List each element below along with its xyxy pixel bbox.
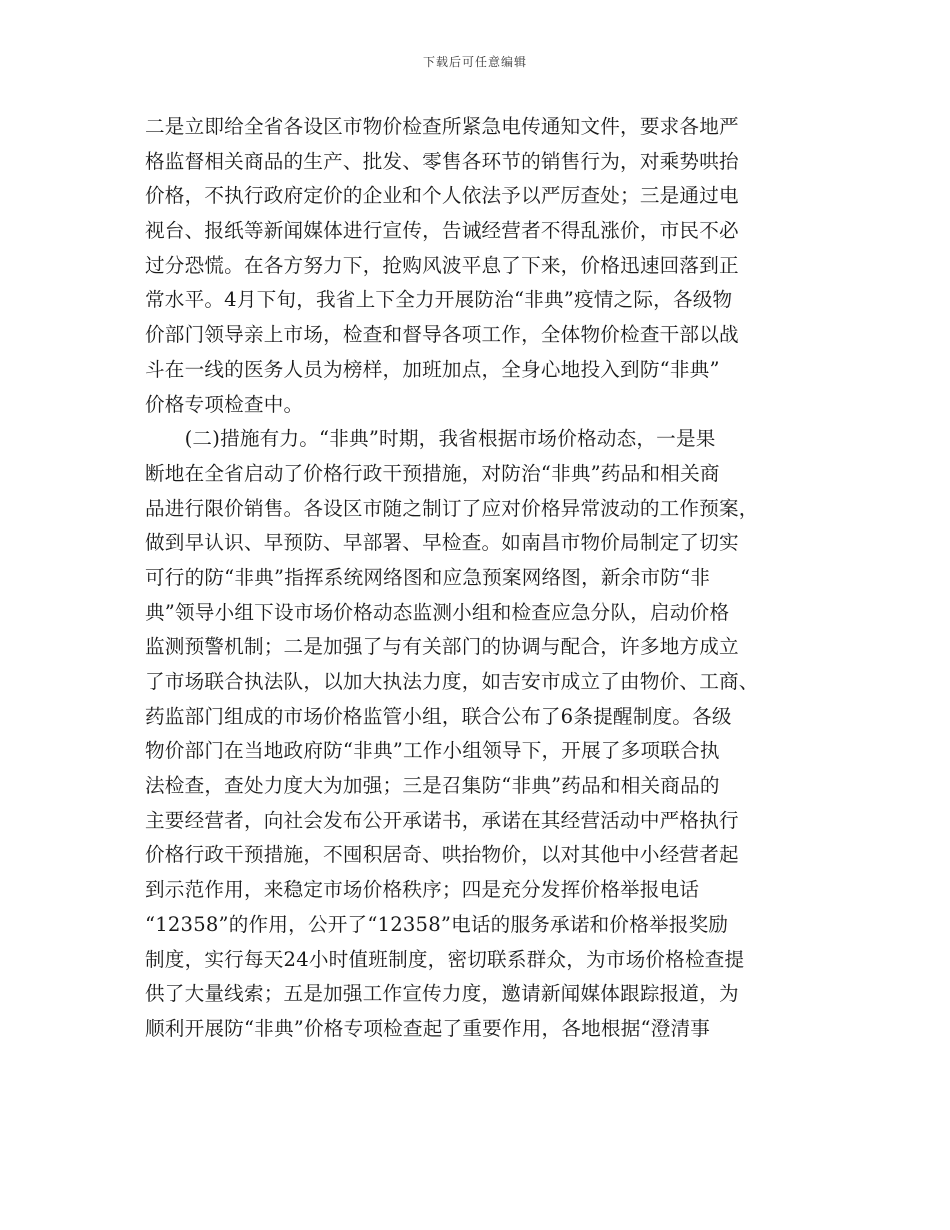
- text-line: 视台、报纸等新闻媒体进行宣传，告诫经营者不得乱涨价，市民不必: [145, 219, 739, 243]
- text-line: 了市场联合执法队，以加大执法力度，如吉安市成立了由物价、工商、: [145, 670, 759, 693]
- text-line: 监测预警机制；二是加强了与有关部门的协调与配合，许多地方成立: [145, 635, 739, 659]
- text-line: 供了大量线索；五是加强工作宣传力度，邀请新闻媒体跟踪报道，为: [145, 982, 739, 1006]
- page-header: 下载后可任意编辑: [422, 55, 527, 69]
- text-line: 品进行限价销售。各设区市随之制订了应对价格异常波动的工作预案，: [145, 496, 759, 520]
- document-body: [145, 110, 810, 1047]
- text-line: 做到早认识、早预防、早部署、早检查。如南昌市物价局制定了切实: [145, 531, 739, 555]
- text-line: 价格，不执行政府定价的企业和个人依法予以严厉查处；三是通过电: [145, 184, 739, 208]
- text-line: 顺利开展防“非典”价格专项检查起了重要作用，各地根据“澄清事: [145, 1016, 711, 1040]
- text-line: 法检查，查处力度大为加强；三是召集防“非典”药品和相关商品的: [145, 774, 720, 798]
- text-line: “12358”的作用，公开了“12358”电话的服务承诺和价格举报奖励: [145, 912, 729, 936]
- text-line: 物价部门在当地政府防“非典”工作小组领导下，开展了多项联合执: [145, 739, 720, 763]
- text-line: 二是立即给全省各设区市物价检查所紧急电传通知文件，要求各地严: [145, 115, 739, 138]
- text-line: 典”领导小组下设市场价格动态监测小组和检查应急分队，启动价格: [145, 600, 730, 624]
- text-line: 价格行政干预措施，不囤积居奇、哄抬物价，以对其他中小经营者起: [145, 843, 739, 867]
- text-line: 主要经营者，向社会发布公开承诺书，承诺在其经营活动中严格执行: [145, 808, 739, 832]
- text-line: 可行的防“非典”指挥系统网络图和应急预案网络图，新余市防“非: [145, 565, 711, 589]
- text-line: 价部门领导亲上市场，检查和督导各项工作，全体物价检查干部以战: [145, 323, 739, 347]
- text-line: 制度，实行每天24小时值班制度，密切联系群众，为市场价格检查提: [145, 947, 745, 971]
- text-line: 过分恐慌。在各方努力下，抢购风波平息了下来，价格迅速回落到正: [145, 253, 739, 277]
- text-line: (二)措施有力。“非典”时期，我省根据市场价格动态，一是果: [145, 427, 716, 451]
- text-line: 格监督相关商品的生产、批发、零售各环节的销售行为，对乘势哄抬: [145, 149, 739, 173]
- text-line: 断地在全省启动了价格行政干预措施，对防治“非典”药品和相关商: [145, 461, 720, 485]
- text-line: 常水平。4月下旬，我省上下全力开展防治“非典”疫情之际，各级物: [145, 288, 733, 312]
- text-line: 药监部门组成的市场价格监管小组，联合公布了6条提醒制度。各级: [145, 704, 732, 728]
- text-line: 价格专项检查中。: [145, 392, 304, 416]
- text-line: 到示范作用，来稳定市场价格秩序；四是充分发挥价格举报电话: [145, 878, 700, 902]
- text-line: 斗在一线的医务人员为榜样，加班加点，全身心地投入到防“非典”: [145, 357, 720, 381]
